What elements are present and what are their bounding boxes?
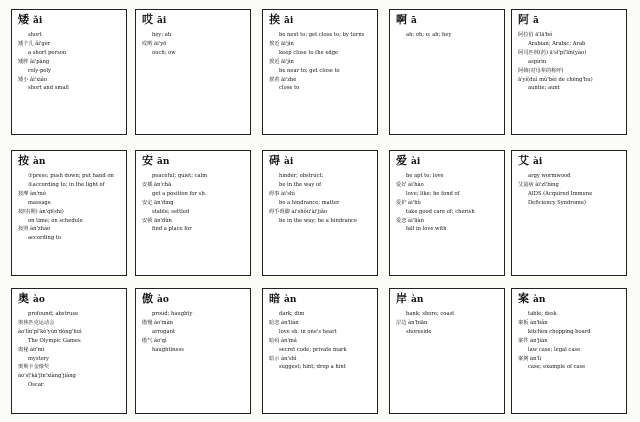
headword-pinyin: ā (533, 16, 539, 26)
vocab-card (511, 150, 627, 276)
definition-line: short and small (28, 85, 69, 92)
compound-word: 案件 àn'jiàn (518, 337, 548, 344)
headword-pinyin: ài (533, 157, 543, 167)
headword-character: 矮 (18, 13, 29, 26)
compound-word: 碍手碍脚 ài'shǒu'ài'jiǎo (269, 208, 328, 215)
headword-character: 哎 (142, 13, 153, 26)
compound-word: 傲慢 ào'màn (142, 319, 174, 326)
definition-line: ah; oh; o; ah; hey (406, 32, 452, 38)
definition-line: case; example of case (528, 364, 586, 371)
compound-word: 安插 ān'chā (142, 181, 172, 188)
definition-line: shoreside (406, 328, 432, 335)
definition-line: take good care of; cherish (406, 208, 475, 215)
definition-line: according to (28, 235, 62, 242)
vocab-card (389, 288, 505, 414)
definition-line: Arabian; Arabic; Arab (528, 40, 586, 47)
headword-pinyin: ài (284, 157, 294, 167)
vocab-card (262, 288, 378, 414)
definition-line: stable; settled (152, 208, 190, 215)
vocab-card (135, 150, 251, 276)
definition-line: secret code; private mark (279, 346, 347, 353)
card-heading (518, 292, 622, 307)
definition-line: table; desk (528, 311, 557, 317)
headword-pinyin: ào (33, 295, 45, 305)
definition-line: arrogant (152, 328, 176, 335)
compound-word: 按时(期) àn'qī(shí) (18, 208, 64, 215)
compound-word: 矮个儿 ǎi'gèr (18, 40, 51, 47)
definition-line: suggest; hint; drop a hint (279, 364, 346, 371)
compound-word: 按摩 àn'mó (18, 190, 46, 197)
vocab-card (11, 9, 127, 135)
definition-line: ①press; push down; put hand on (28, 173, 114, 179)
headword-character: 安 (142, 154, 153, 167)
compound-word: ā'yí(duì mǔ'bèi de chēng'hu) (518, 76, 593, 83)
vocab-card (389, 150, 505, 276)
definition-line: a short person (28, 49, 67, 56)
compound-word: 案例 àn'lì (518, 355, 542, 362)
compound-word: 艾滋病 ài'zī'bìng (518, 181, 559, 188)
definition-line: aspirin (528, 58, 547, 65)
headword-character: 艾 (518, 154, 529, 167)
definition-line: hinder; obstruct; (279, 173, 324, 179)
card-heading (18, 154, 122, 169)
headword-pinyin: ān (157, 157, 170, 167)
definition-line: hey; ah (152, 32, 172, 38)
headword-character: 按 (18, 154, 29, 167)
compound-word: 奥林匹克运动会 (18, 319, 55, 326)
definition-line: be near to; get close to (279, 67, 340, 74)
definition-line: AIDS (Acquired Immune (528, 190, 593, 197)
headword-character: 阿 (518, 13, 529, 26)
compound-word: 岸边 àn'biān (396, 319, 428, 326)
vocab-card (11, 150, 127, 276)
definition-line: be next to; get close to; by turns (279, 32, 365, 38)
card-heading (142, 154, 246, 169)
compound-word: 阿姨(对母辈的称呼) (518, 67, 564, 74)
headword-pinyin: àn (284, 295, 297, 305)
headword-character: 挨 (269, 13, 280, 26)
headword-pinyin: àn (533, 295, 546, 305)
vocab-card (511, 288, 627, 414)
compound-word: 暗示 àn'shì (269, 355, 297, 362)
definition-line: auntie; aunt (528, 85, 560, 92)
headword-character: 碍 (269, 154, 280, 167)
definition-line: love sb. in one's heart (279, 328, 337, 335)
compound-word: ào'lín'pǐ'kè'yùn'dòng'huì (18, 328, 82, 335)
headword-pinyin: āi (157, 16, 167, 26)
definition-line: mystery (28, 355, 50, 362)
compound-word: 阿拉伯 ā'lā'bó (518, 32, 553, 38)
card-heading (269, 292, 373, 307)
compound-word: 奥秘 ào'mì (18, 346, 45, 353)
card-heading (518, 13, 622, 28)
headword-pinyin: àn (411, 295, 424, 305)
card-heading (518, 154, 622, 169)
compound-word: 案板 àn'bǎn (518, 319, 548, 326)
vocab-card (389, 9, 505, 135)
vocab-card (511, 9, 627, 135)
definition-line: fall in love with (406, 226, 447, 233)
definition-line: close to (279, 85, 300, 92)
headword-pinyin: ài (411, 157, 421, 167)
compound-word: ào'sī'kǎ'jīn'xiàng'jiǎng (18, 373, 76, 380)
definition-line: ②according to; in the light of (28, 181, 105, 188)
headword-character: 暗 (269, 292, 280, 305)
card-heading (18, 292, 122, 307)
definition-line: massage (28, 199, 51, 206)
compound-word: 安顿 ān'dùn (142, 217, 172, 224)
headword-character: 岸 (396, 292, 407, 305)
definition-line: proud; haughty (152, 311, 193, 317)
definition-line: kitchen chopping board (528, 328, 591, 335)
card-heading (269, 154, 373, 169)
compound-word: 挨着 āi'zhe (269, 76, 297, 83)
headword-character: 奥 (18, 292, 29, 305)
definition-line: haughtiness (152, 346, 184, 353)
vocab-card (135, 9, 251, 135)
vocab-card (135, 288, 251, 414)
definition-line: profound; abstruse (28, 311, 79, 317)
definition-line: on time; on schedule (28, 217, 83, 224)
definition-line: argy wormwood (528, 173, 571, 179)
card-heading (142, 292, 246, 307)
compound-word: 奥斯卡金像奖 (18, 364, 50, 371)
compound-word: 挨近 āi'jìn (269, 58, 294, 65)
definition-line: short (28, 32, 42, 38)
compound-word: 爱护 ài'hù (396, 199, 421, 206)
card-heading (396, 292, 500, 307)
compound-word: 哎哟 āi'yō (142, 40, 167, 47)
compound-word: 安定 ān'dìng (142, 199, 174, 206)
definition-line: keep close to the edge (279, 49, 339, 56)
headword-pinyin: àn (33, 157, 46, 167)
definition-line: roly-poly (28, 67, 51, 74)
definition-line: ouch; ow (152, 49, 176, 56)
card-heading (269, 13, 373, 28)
headword-character: 啊 (396, 13, 407, 26)
definition-line: peaceful; quiet; calm (152, 173, 208, 179)
compound-word: 暗恋 àn'liàn (269, 319, 299, 326)
compound-word: 爱好 ài'hào (396, 181, 424, 188)
compound-word: 挨近 āi'jìn (269, 40, 294, 47)
definition-line: love; like; be fond of (406, 190, 460, 197)
definition-line: find a place for (152, 226, 192, 233)
headword-pinyin: āi (284, 16, 294, 26)
compound-word: 碍事 ài'shì (269, 190, 295, 197)
headword-pinyin: ā (411, 16, 417, 26)
vocab-card (262, 9, 378, 135)
headword-character: 案 (518, 292, 529, 305)
definition-line: be a hindrance; matter (279, 199, 340, 206)
card-heading (396, 154, 500, 169)
compound-word: 矮胖 ǎi'pàng (18, 58, 50, 65)
compound-word: 傲气 ào'qì (142, 337, 167, 344)
headword-pinyin: ǎi (33, 16, 43, 26)
definition-line: The Olympic Games (28, 337, 81, 344)
compound-word: 暗码 àn'mǎ (269, 337, 297, 344)
card-heading (142, 13, 246, 28)
definition-line: be apt to; love (406, 173, 444, 179)
definition-line: get a position for sb. (152, 190, 207, 197)
compound-word: 按照 àn'zhào (18, 226, 51, 233)
definition-line: dark; dim (279, 311, 305, 317)
card-heading (18, 13, 122, 28)
vocab-card (11, 288, 127, 414)
vocab-card (262, 150, 378, 276)
compound-word: 爱恋 ài'liàn (396, 217, 424, 224)
headword-character: 爱 (396, 154, 407, 167)
headword-character: 傲 (142, 292, 153, 305)
compound-word: 阿司匹林(药) ā'sī'pǐ'lín(yào) (518, 49, 587, 56)
definition-line: be in the way of (279, 181, 321, 188)
definition-line: be in the way; be a hindrance (279, 217, 358, 224)
definition-line: law case; legal case (528, 346, 581, 353)
definition-line: Oscar (28, 382, 44, 389)
headword-pinyin: ào (157, 295, 169, 305)
card-heading (396, 13, 500, 28)
definition-line: bank; shore; coast (406, 311, 455, 317)
definition-line: Deficiency Syndrome) (528, 199, 586, 206)
compound-word: 矮小 ǎi'xiǎo (18, 76, 48, 83)
